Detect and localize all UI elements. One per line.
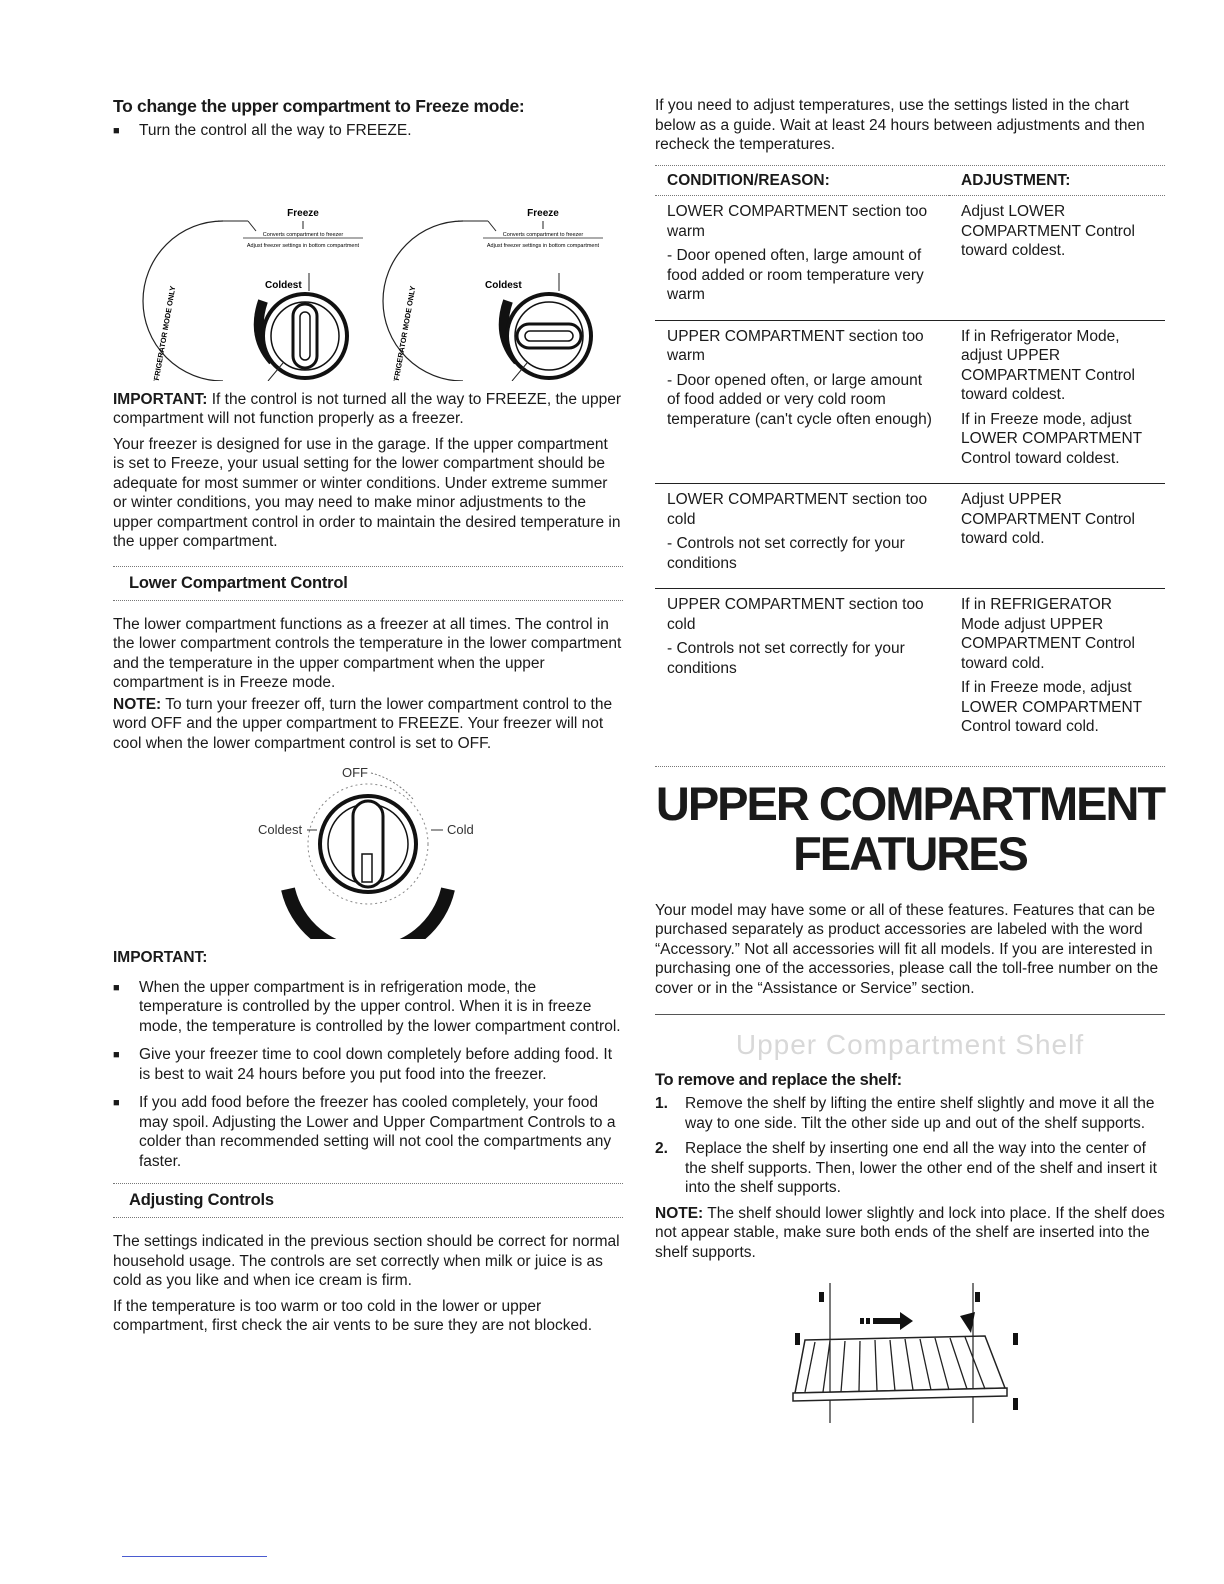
note-text: The shelf should lower slightly and lock into place. If the shelf does not appear stable, make sure both ends of the shelf are inserted into the shelf supports.	[655, 1204, 1165, 1261]
dial-coldest-label: Coldest	[265, 279, 302, 291]
features-title	[655, 776, 1165, 880]
freeze-bullet-text: Turn the control all the way to FREEZE.	[139, 122, 412, 139]
lower-compartment-heading: Lower Compartment Control	[129, 573, 348, 592]
condition-cell	[655, 320, 949, 484]
divider	[113, 566, 623, 567]
condition-text: LOWER COMPARTMENT section too cold	[667, 491, 928, 528]
divider	[655, 766, 1165, 767]
dial-mode-label: REFRIGERATOR MODE ONLY	[150, 284, 178, 381]
shelf-steps	[655, 1094, 1165, 1198]
adjustment-text: If in Refrigerator Mode, adjust UPPER COMPARTMENT Control toward coldest.	[961, 327, 1135, 403]
important-label-2: IMPORTANT:	[113, 949, 208, 966]
adjustment-text: If in REFRIGERATOR Mode adjust UPPER COMPARTMENT Control toward cold.	[961, 596, 1135, 672]
bullet-text: If you add food before the freezer has cooled completely, your food may spoil. Adjusting the Lower and Upper Compartment Controls to a colder than recommended setting will not cool the compartments any faster.	[139, 1094, 616, 1170]
dial-coldest-label: Coldest	[485, 279, 522, 291]
adjustment-cell	[949, 196, 1165, 321]
bullet-icon: ■	[113, 981, 120, 994]
dial-note-1: Converts compartment to freezer	[502, 231, 584, 238]
important-text: If the control is not turned all the way to FREEZE, the upper compartment will not function properly as a freezer.	[113, 390, 621, 427]
adjustment-header: ADJUSTMENT:	[961, 171, 1071, 189]
features-title-line-2: FEATURES	[793, 826, 1027, 880]
adjustment-cell	[949, 589, 1165, 752]
features-paragraph: Your model may have some or all of these features. Features that can be purchased separately as product accessories are labeled with the word “Accessory.” Not all accessories will fit all models. If you are interested in purchasing one of the accessories, please call the toll-free number on the cover or in the “Assistance or Service” section.	[655, 901, 1159, 997]
divider	[655, 1014, 1165, 1015]
divider	[113, 1217, 623, 1218]
important-bullet-1	[113, 978, 623, 1037]
condition-text: UPPER COMPARTMENT section too warm	[667, 327, 924, 364]
table-row	[655, 484, 1165, 589]
bullet-text: Give your freezer time to cool down completely before adding food. It is best to wait 24 hours before you put food into the freezer.	[139, 1046, 612, 1083]
adjustment-cell	[949, 484, 1165, 589]
reason-text: - Controls not set correctly for your conditions	[667, 640, 905, 677]
adjustment-table	[655, 166, 1165, 752]
features-title-line-1: UPPER COMPARTMENT	[655, 776, 1165, 830]
important-bullet-3	[113, 1093, 623, 1171]
shelf-heading: Upper Compartment Shelf	[735, 1029, 1085, 1060]
step-text: Remove the shelf by lifting the entire shelf slightly and move it all the way to one side. Tilt the other side up and out of the shelf supports.	[685, 1095, 1155, 1132]
reason-text: - Door opened often, large amount of food added or room temperature very warm	[667, 247, 924, 303]
note-label: NOTE:	[113, 695, 162, 713]
note-text: To turn your freezer off, turn the lower compartment control to the word OFF and the upper compartment to FREEZE. Your freezer will not cool when the lower compartment control is set to OFF.	[113, 695, 613, 752]
divider	[113, 600, 623, 601]
divider	[113, 1183, 623, 1184]
note-paragraph	[113, 695, 623, 754]
lower-control-dial-figure	[113, 759, 623, 939]
bullet-icon: ■	[113, 125, 120, 137]
important-label: IMPORTANT:	[113, 390, 208, 408]
bullet-icon: ■	[113, 1097, 120, 1109]
dial-coldest-label: Coldest	[258, 822, 303, 837]
shelf-illustration	[655, 1278, 1165, 1428]
step-number: 2.	[655, 1140, 668, 1157]
upper-control-dials-figure	[113, 151, 623, 381]
table-row	[655, 320, 1165, 484]
condition-header: CONDITION/REASON:	[667, 171, 830, 189]
step-text: Replace the shelf by inserting one end all the way into the center of the shelf supports. Then, lower the other end of the shelf and insert it into the shelf supports.	[685, 1140, 1157, 1196]
dial-mode-label: REFRIGERATOR MODE ONLY	[390, 284, 418, 381]
reason-text: - Controls not set correctly for your conditions	[667, 535, 905, 572]
shelf-note-paragraph	[655, 1204, 1165, 1263]
condition-text: UPPER COMPARTMENT section too cold	[667, 596, 924, 633]
freeze-bullet	[113, 121, 623, 142]
dial-freeze-mode	[383, 208, 603, 381]
dial-freeze-label: Freeze	[527, 207, 559, 219]
table-row	[655, 196, 1165, 321]
step-number: 1.	[655, 1095, 668, 1112]
dial-note-2: Adjust freezer settings in bottom compartment	[486, 242, 600, 249]
list-item	[655, 1139, 1165, 1198]
table-row	[655, 589, 1165, 752]
condition-cell	[655, 196, 949, 321]
dial-cold-label: Cold	[447, 822, 474, 837]
right-column	[655, 96, 1165, 1433]
page-footer-rule	[122, 1556, 267, 1557]
adjusting-paragraph-2: If the temperature is too warm or too cold in the lower or upper compartment, first check the air vents to be sure they are not blocked.	[113, 1297, 593, 1334]
condition-text: LOWER COMPARTMENT section too warm	[667, 203, 928, 240]
adjustment-cell	[949, 320, 1165, 484]
dial-off-label: OFF	[342, 765, 368, 780]
important-freeze-paragraph	[113, 390, 623, 429]
adjusting-controls-heading: Adjusting Controls	[129, 1191, 274, 1209]
important-bullet-2	[113, 1045, 623, 1084]
dial-note-2: Adjust freezer settings in bottom compartment	[246, 242, 360, 249]
adjustment-text-2: If in Freeze mode, adjust LOWER COMPARTMENT Control toward coldest.	[961, 410, 1142, 467]
shelf-subheading: To remove and replace the shelf:	[655, 1071, 902, 1089]
left-column	[113, 96, 623, 1342]
note-label: NOTE:	[655, 1204, 704, 1222]
condition-cell	[655, 484, 949, 589]
bullet-icon: ■	[113, 1049, 120, 1061]
freeze-mode-heading: To change the upper compartment to Freeze mode:	[113, 96, 525, 116]
adjust-intro-paragraph: If you need to adjust temperatures, use the settings listed in the chart below as a guide. Wait at least 24 hours between adjustments and then recheck the temperatures.	[655, 97, 1145, 153]
table-header-row	[655, 166, 1165, 196]
garage-paragraph: Your freezer is designed for use in the garage. If the upper compartment is set to Freeze, your usual setting for the lower compartment should be adequate for most summer or winter conditions. Under extreme summer or winter conditions, you may need to make minor adjustments to the upper compartment control in order to maintain the desired temperature in the upper compartment.	[113, 435, 621, 550]
list-item	[655, 1094, 1165, 1133]
dial-freeze-label: Freeze	[287, 207, 319, 219]
dial-refrigerator-mode	[143, 208, 363, 381]
adjustment-text: Adjust UPPER COMPARTMENT Control toward cold.	[961, 491, 1135, 547]
lower-compartment-paragraph: The lower compartment functions as a freezer at all times. The control in the lower compartment controls the temperature in the lower compartment and the temperature in the upper compartment when the upper compartment is in Freeze mode.	[113, 615, 622, 691]
bullet-text: When the upper compartment is in refrigeration mode, the temperature is controlled by the upper control. When it is in freeze mode, the temperature is controlled by the lower compartment control.	[139, 978, 621, 1035]
adjusting-paragraph-1: The settings indicated in the previous section should be correct for normal household usage. The controls are set correctly when milk or juice is as cold as you like and when ice cream is firm.	[113, 1233, 620, 1289]
adjustment-text: Adjust LOWER COMPARTMENT Control toward coldest.	[961, 203, 1135, 259]
adjustment-text-2: If in Freeze mode, adjust LOWER COMPARTMENT Control toward cold.	[961, 679, 1142, 735]
reason-text: - Door opened often, or large amount of food added or very cold room temperature (can't cycle often enough)	[667, 371, 932, 428]
condition-cell	[655, 589, 949, 752]
dial-note-1: Converts compartment to freezer	[262, 231, 344, 238]
